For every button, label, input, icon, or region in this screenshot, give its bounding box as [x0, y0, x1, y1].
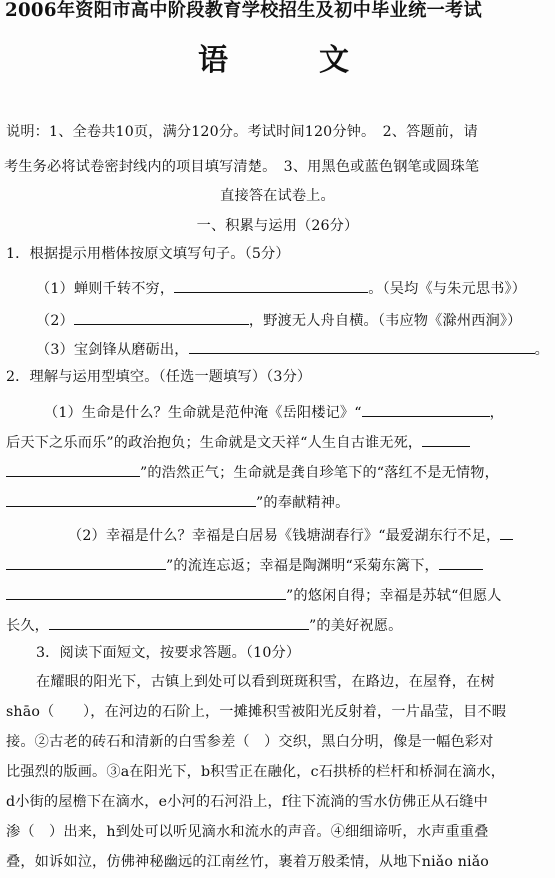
passage-line-7: 叠，如诉如泣，仿佛神秘幽远的江南丝竹，裹着万般柔情，从地下niǎo niǎo: [6, 854, 489, 870]
question-3-prompt: 3．阅读下面短文，按要求答题。（10分）: [36, 645, 301, 661]
answer-blank: [6, 557, 166, 570]
part-1-line-1: [44, 404, 504, 420]
item-1-source: 。（吴均《与朱元思书》）: [368, 281, 527, 297]
passage-line-5: d小街的屋檐下在滴水，e小河的石河沿上，f往下流淌的雪水仿佛正从石缝中: [6, 794, 488, 810]
part-2-text: 长久，: [6, 618, 50, 634]
question-1-item-2: [36, 312, 521, 328]
instructions-line-3: 直接答在试卷上。: [220, 188, 335, 204]
comma: ，: [489, 405, 505, 421]
part-1-text: 后天下之乐而乐”的政治抱负；生命就是文天祥“人生自古谁无死，: [6, 435, 423, 451]
answer-blank: [362, 404, 490, 417]
part-2-line-3: [6, 587, 502, 603]
answer-blank: [6, 464, 140, 477]
answer-blank: [174, 280, 368, 293]
part-1-line-2: [6, 434, 470, 450]
passage-line-1: 在耀眼的阳光下，古镇上到处可以看到斑斑积雪，在路边，在屋脊，在树: [36, 674, 495, 690]
exam-title: 2006年资阳市高中阶段教育学校招生及初中毕业统一考试: [5, 0, 483, 21]
answer-blank: [189, 341, 535, 354]
question-1-item-3: [36, 341, 549, 357]
item-2-text: ，野渡无人舟自横。（韦应物《滁州西涧》）: [248, 313, 522, 329]
part-2-line-2: [6, 557, 483, 573]
answer-blank: [439, 557, 483, 570]
part-2-text: ”的美好祝愿。: [309, 618, 403, 634]
answer-blank: [6, 494, 256, 507]
item-3-end: 。: [534, 342, 549, 358]
item-2-number: （2）: [36, 313, 74, 329]
part-1-text: ”的奉献精神。: [256, 495, 350, 511]
passage-line-2: shāo（ ），在河边的石阶上，一摊摊积雪被阳光反射着，一片晶莹，目不暇: [6, 704, 507, 720]
subject-char-left: 语: [198, 43, 228, 78]
question-1-item-1: [36, 280, 526, 296]
part-1-line-3: [6, 464, 499, 480]
subject-char-right: 文: [319, 43, 349, 78]
part-1-text: （1）生命是什么？生命就是范仲淹《岳阳楼记》“: [44, 405, 362, 421]
part-2-text: ”的悠闲自得；幸福是苏轼“但愿人: [286, 588, 502, 604]
part-1-line-4: [6, 494, 349, 510]
part-2-line-1: [68, 527, 513, 543]
answer-blank: [74, 312, 249, 325]
answer-blank: [49, 617, 309, 630]
part-2-line-4: [6, 617, 402, 633]
item-3-text: （3）宝剑锋从磨砺出，: [36, 342, 189, 358]
item-1-text: （1）蝉则千转不穷，: [36, 281, 175, 297]
answer-blank: [422, 434, 470, 447]
passage-line-3: 接。②古老的砖石和清新的白雪参差（ ）交织，黑白分明，像是一幅色彩对: [6, 734, 494, 750]
section-1-heading: 一、积累与运用（26分）: [196, 218, 359, 234]
instructions-line-2: 考生务必将试卷密封线内的项目填写清楚。 3、用黑色或蓝色钢笔或圆珠笔: [4, 159, 480, 175]
part-1-text: ”的浩然正气；生命就是龚自珍笔下的“落红不是无情物，: [140, 465, 499, 481]
instructions-line-1: 说明：1、全卷共10页，满分120分。考试时间120分钟。 2、答题前，请: [6, 124, 478, 140]
answer-blank: [500, 527, 513, 540]
question-1-prompt: 1．根据提示用楷体按原文填写句子。（5分）: [6, 246, 290, 262]
part-2-text: （2）幸福是什么？幸福是白居易《钱塘湖春行》“最爱湖东行不足，: [68, 528, 501, 544]
passage-line-4: 比强烈的版画。③a在阳光下，b积雪正在融化，c石拱桥的栏杆和桥洞在滴水，: [6, 764, 506, 780]
passage-line-6: 渗（ ）出来，h到处可以听见滴水和流水的声音。④细细谛听，水声重重叠: [6, 824, 489, 840]
answer-blank: [6, 587, 286, 600]
part-2-text: ”的流连忘返；幸福是陶渊明“采菊东篱下，: [166, 558, 439, 574]
question-2-prompt: 2．理解与运用型填空。（任选一题填写）（3分）: [6, 369, 312, 385]
